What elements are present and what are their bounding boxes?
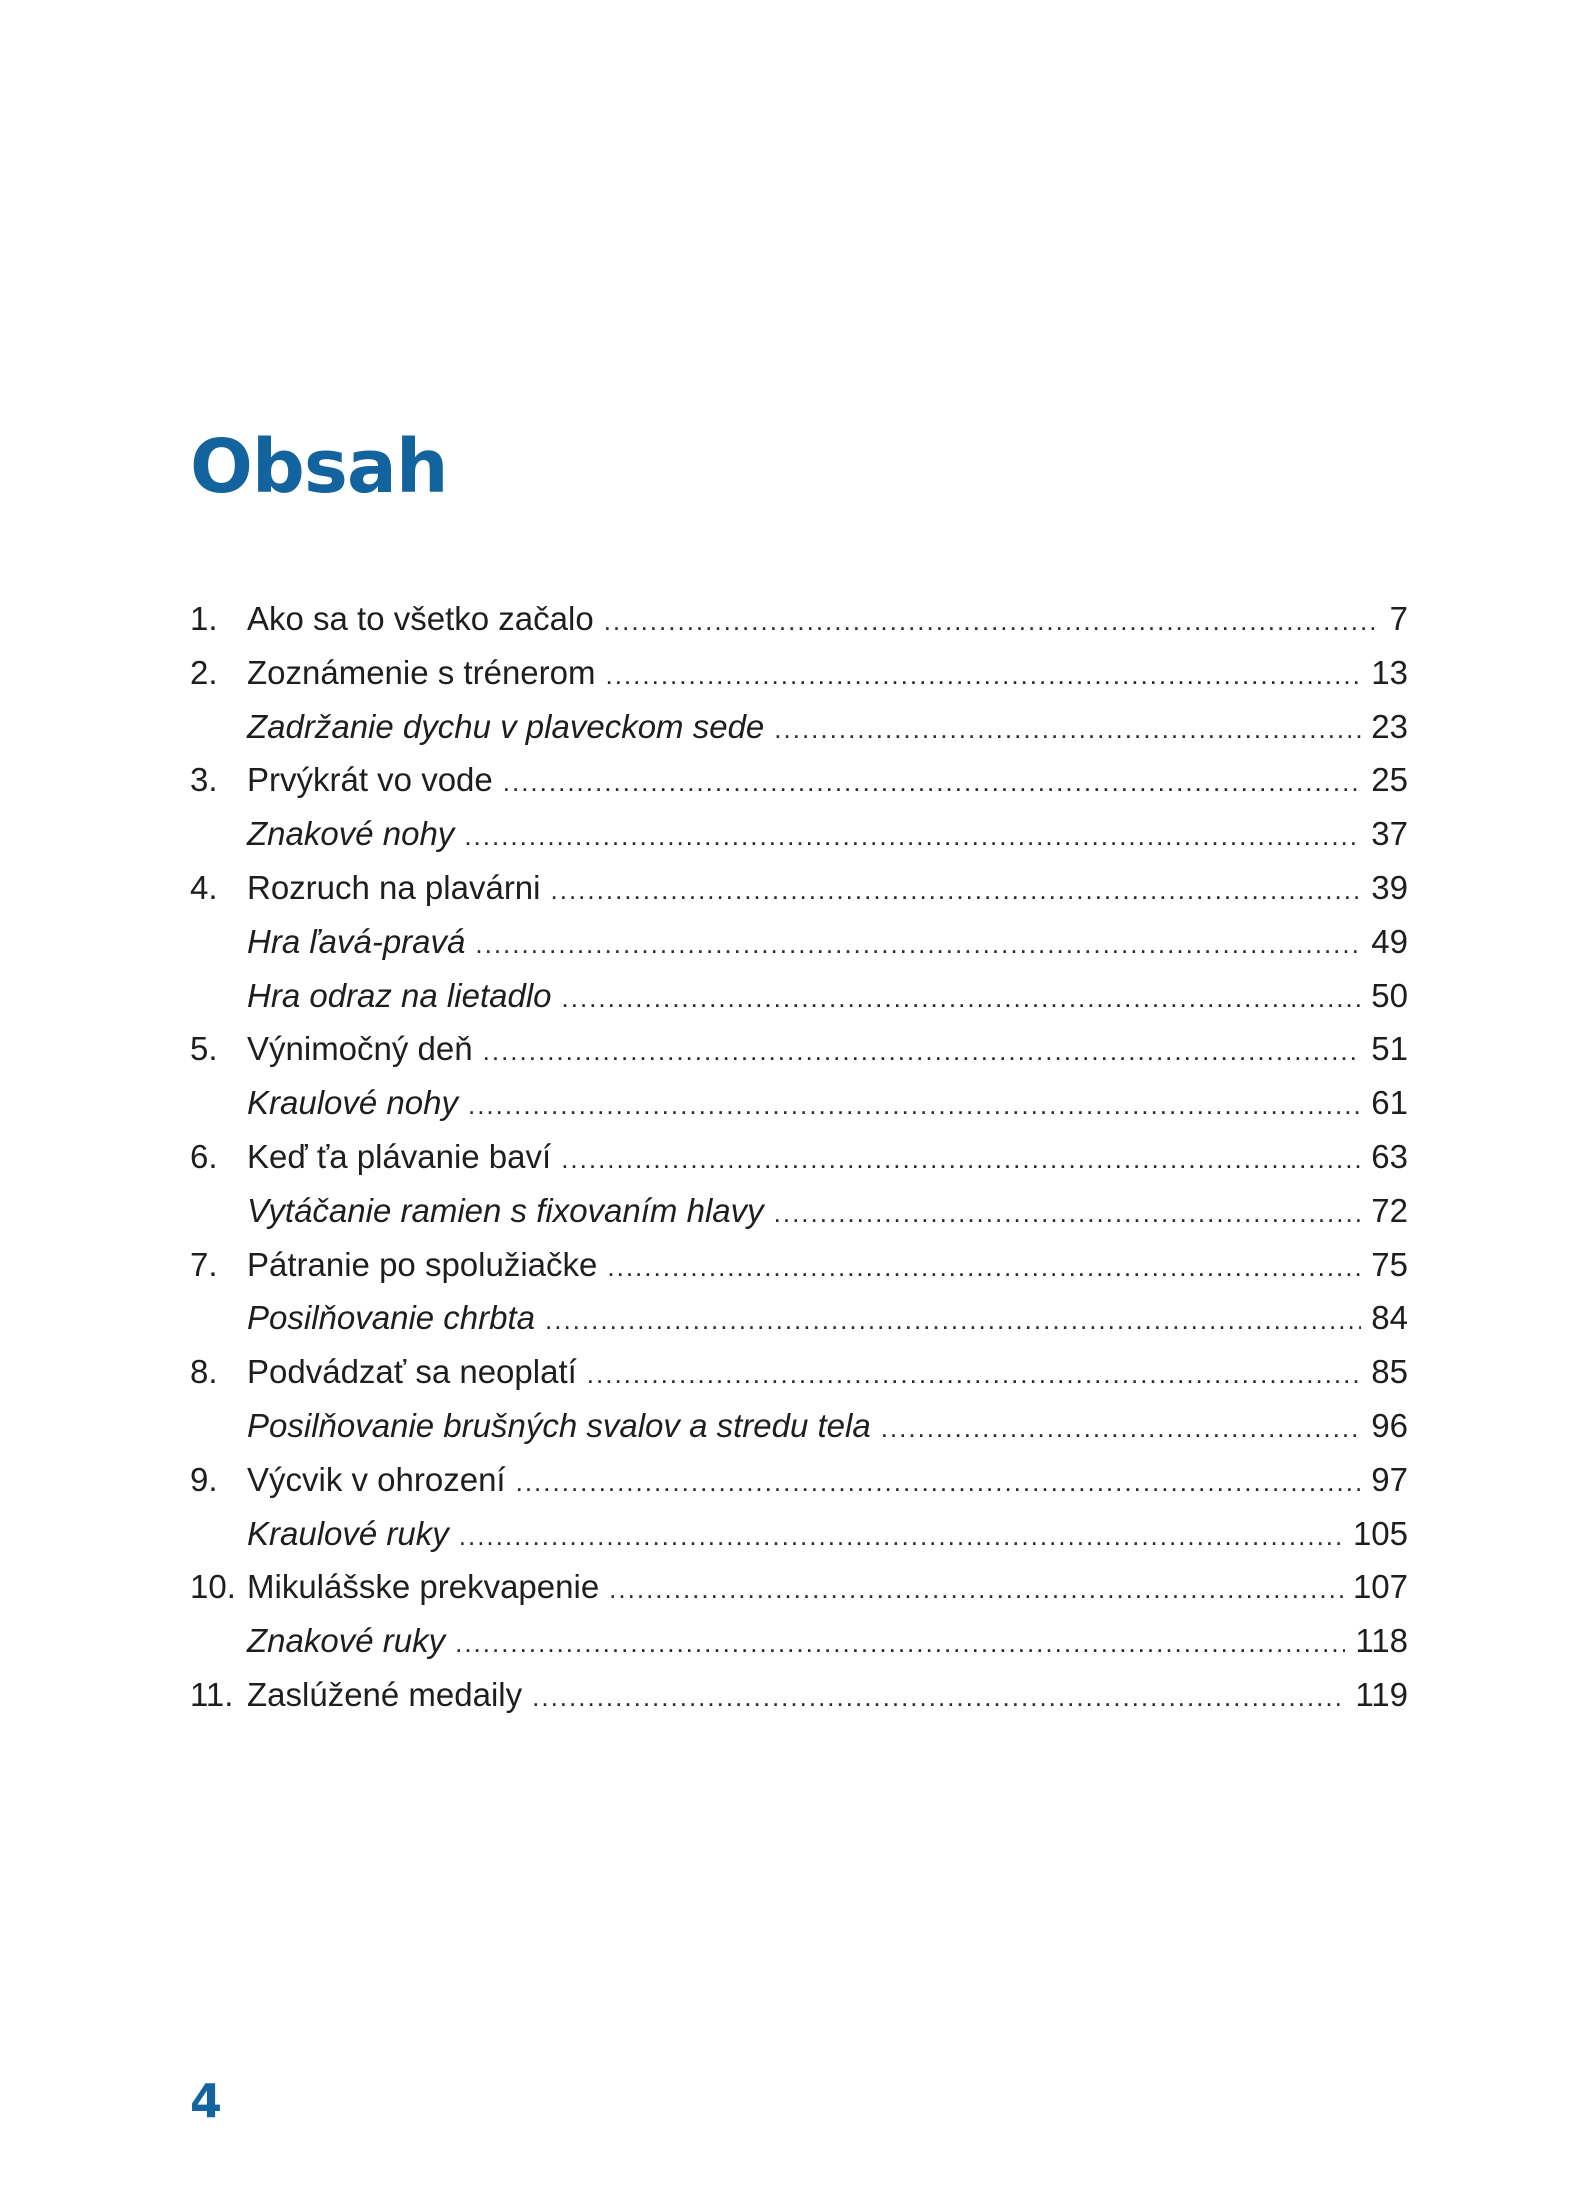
dot-leader — [545, 1305, 1361, 1336]
toc-entry-page: 7 — [1389, 600, 1408, 637]
toc-subentry-title: Vytáčanie ramien s fixovaním hlavy — [247, 1191, 764, 1229]
toc-entry[interactable] — [190, 1676, 1408, 1730]
table-of-contents — [190, 600, 1408, 1730]
toc-entry-number: 10. — [190, 1568, 236, 1606]
dot-leader — [774, 714, 1361, 745]
toc-subentry[interactable] — [190, 708, 1408, 762]
toc-subentry[interactable] — [190, 1084, 1408, 1138]
toc-subentry[interactable] — [190, 1515, 1408, 1569]
dot-leader — [516, 1467, 1362, 1498]
toc-entry-page: 39 — [1371, 868, 1408, 906]
toc-entry-page: 25 — [1371, 761, 1408, 799]
toc-entry-page: 13 — [1371, 653, 1408, 691]
toc-entry[interactable] — [190, 761, 1408, 815]
toc-entry-title: Ako sa to všetko začalo — [247, 600, 594, 637]
toc-entry-number: 3. — [190, 761, 218, 799]
toc-subentry-title: Kraulové nohy — [247, 1084, 458, 1122]
toc-subentry[interactable] — [190, 1299, 1408, 1353]
toc-subentry-title: Posilňovanie chrbta — [247, 1299, 536, 1337]
dot-leader — [561, 1144, 1361, 1175]
toc-entry-page: 119 — [1355, 1675, 1408, 1713]
toc-entry-page: 105 — [1352, 1514, 1408, 1552]
toc-entry-page: 50 — [1371, 976, 1408, 1014]
toc-entry[interactable] — [190, 1461, 1408, 1515]
toc-entry-number: 11. — [190, 1675, 234, 1713]
toc-subentry-title: Hra odraz na lietadlo — [247, 976, 552, 1014]
toc-entry[interactable] — [190, 600, 1408, 654]
toc-entry-page: 72 — [1371, 1191, 1408, 1229]
toc-entry-page: 37 — [1371, 815, 1408, 853]
toc-entry-title: Podvádzať sa neoplatí — [247, 1353, 577, 1391]
toc-subentry[interactable] — [190, 977, 1408, 1031]
toc-entry-number: 9. — [190, 1460, 218, 1498]
toc-subentry[interactable] — [190, 1622, 1408, 1676]
toc-entry-title: Rozruch na plavárni — [247, 868, 541, 906]
page-title: Obsah — [190, 424, 448, 510]
page-number: 4 — [190, 2074, 223, 2128]
toc-entry[interactable] — [190, 1030, 1408, 1084]
toc-entry-title: Mikulášske prekvapenie — [247, 1568, 600, 1606]
dot-leader — [455, 1628, 1345, 1659]
toc-subentry[interactable] — [190, 1407, 1408, 1461]
toc-entry-page: 96 — [1371, 1406, 1408, 1444]
toc-entry-title: Zoznámenie s trénerom — [247, 653, 596, 691]
toc-entry-page: 97 — [1371, 1460, 1408, 1498]
toc-entry-page: 23 — [1371, 707, 1408, 745]
dot-leader — [468, 1090, 1361, 1121]
dot-leader — [605, 660, 1361, 691]
toc-entry-number: 1. — [190, 600, 218, 637]
toc-subentry-title: Posilňovanie brušných svalov a stredu tela — [247, 1406, 871, 1444]
toc-entry-number: 4. — [190, 868, 218, 906]
toc-entry[interactable] — [190, 1246, 1408, 1300]
dot-leader — [459, 1521, 1343, 1552]
toc-entry[interactable] — [190, 1568, 1408, 1622]
toc-subentry-title: Zadržanie dychu v plaveckom sede — [247, 707, 765, 745]
toc-entry-number: 2. — [190, 653, 218, 691]
toc-subentry-title: Znakové nohy — [247, 815, 455, 853]
toc-entry-number: 6. — [190, 1137, 218, 1175]
dot-leader — [774, 1198, 1362, 1229]
toc-entry-page: 118 — [1355, 1622, 1408, 1660]
toc-entry-title: Výnimočný deň — [247, 1030, 473, 1068]
toc-entry-number: 5. — [190, 1030, 218, 1068]
toc-entry-page: 61 — [1371, 1084, 1408, 1122]
toc-entry-page: 84 — [1371, 1299, 1408, 1337]
toc-entry-page: 63 — [1371, 1137, 1408, 1175]
dot-leader — [604, 606, 1380, 637]
toc-entry-page: 51 — [1371, 1030, 1408, 1068]
toc-entry-title: Zaslúžené medaily — [247, 1675, 523, 1713]
dot-leader — [881, 1413, 1362, 1444]
toc-entry-page: 85 — [1371, 1353, 1408, 1391]
dot-leader — [503, 767, 1362, 798]
toc-entry-title: Keď ťa plávanie baví — [247, 1137, 552, 1175]
dot-leader — [532, 1682, 1345, 1713]
toc-subentry[interactable] — [190, 1192, 1408, 1246]
dot-leader — [483, 1036, 1362, 1067]
toc-entry-title: Výcvik v ohrození — [247, 1460, 506, 1498]
dot-leader — [609, 1574, 1343, 1605]
dot-leader — [562, 983, 1362, 1014]
toc-entry[interactable] — [190, 869, 1408, 923]
dot-leader — [475, 929, 1361, 960]
toc-entry[interactable] — [190, 1138, 1408, 1192]
toc-subentry[interactable] — [190, 815, 1408, 869]
toc-subentry-title: Kraulové ruky — [247, 1514, 449, 1552]
dot-leader — [587, 1359, 1362, 1390]
toc-entry-title: Prvýkrát vo vode — [247, 761, 493, 799]
toc-subentry-title: Znakové ruky — [247, 1622, 446, 1660]
toc-entry-number: 8. — [190, 1353, 218, 1391]
toc-entry[interactable] — [190, 654, 1408, 708]
dot-leader — [607, 1252, 1361, 1283]
toc-entry-title: Pátranie po spolužiačke — [247, 1245, 598, 1283]
toc-subentry-title: Hra ľavá-pravá — [247, 922, 466, 960]
toc-entry[interactable] — [190, 1353, 1408, 1407]
toc-entry-number: 7. — [190, 1245, 218, 1283]
dot-leader — [551, 875, 1362, 906]
toc-entry-page: 49 — [1371, 922, 1408, 960]
toc-entry-page: 107 — [1352, 1568, 1408, 1606]
toc-subentry[interactable] — [190, 923, 1408, 977]
dot-leader — [464, 821, 1361, 852]
toc-entry-page: 75 — [1371, 1245, 1408, 1283]
